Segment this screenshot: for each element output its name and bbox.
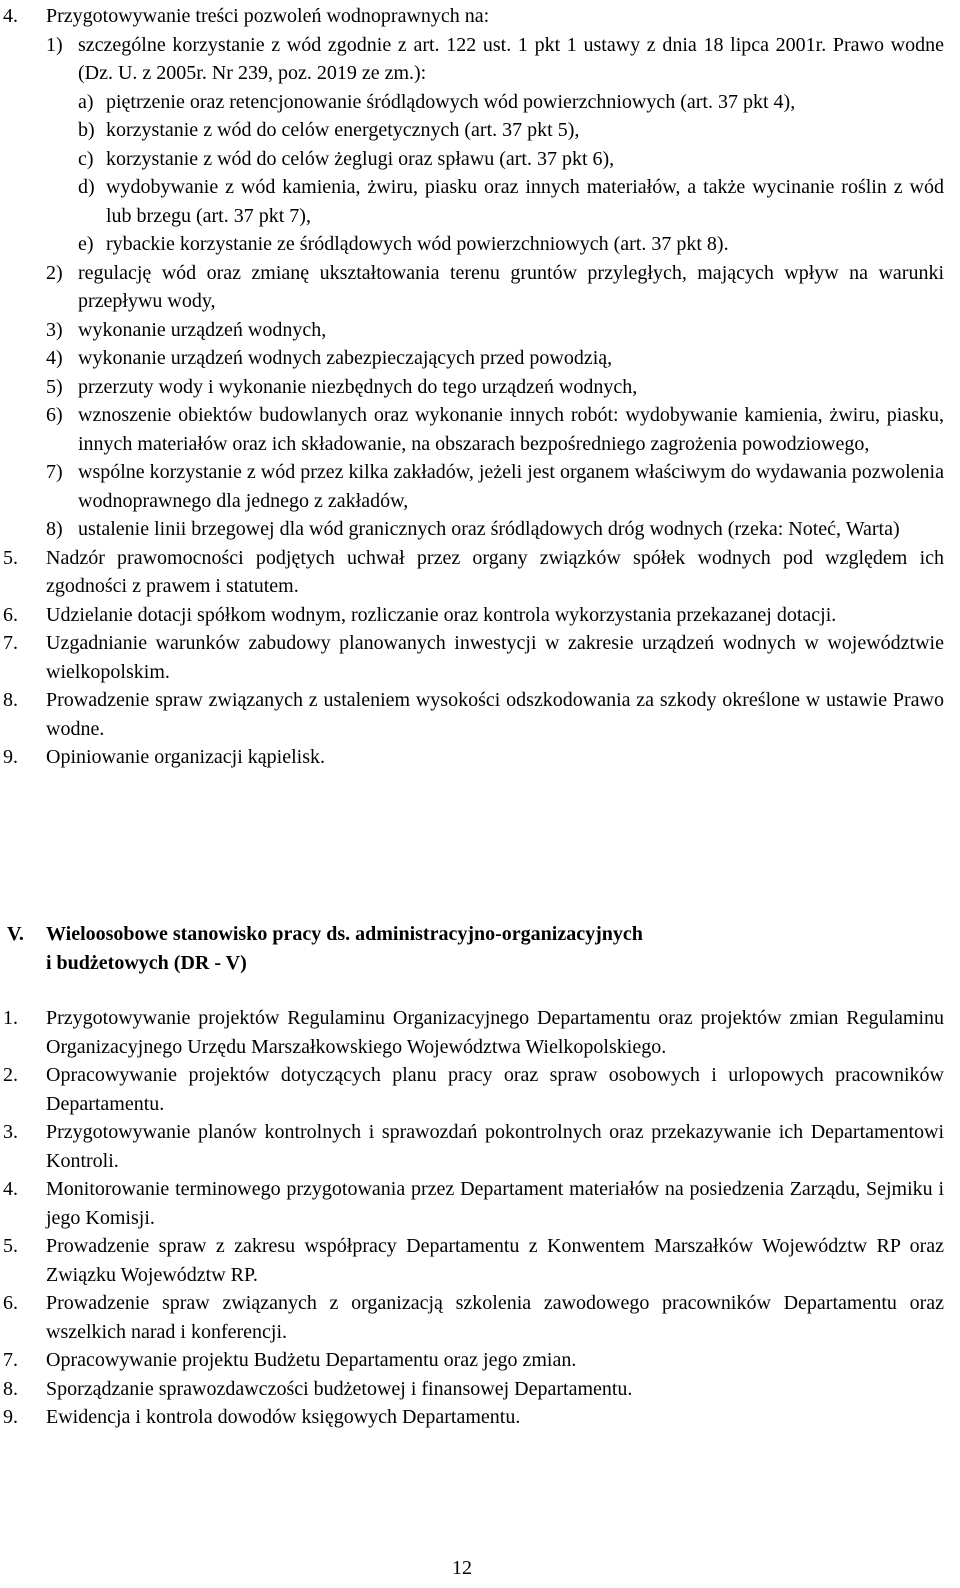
sub-item <box>46 373 944 402</box>
list-item-text: Opiniowanie organizacji kąpielisk. <box>46 746 325 768</box>
list-item-text: Sporządzanie sprawozdawczości budżetowej i finansowej Departamentu. <box>46 1377 633 1400</box>
list-item-number: 9. <box>3 1406 18 1428</box>
letter-item <box>78 145 944 174</box>
list-item-number: 7. <box>3 1349 18 1371</box>
page-number: 12 <box>452 1557 472 1579</box>
list-item-number: 5. <box>3 546 18 569</box>
sub-item-number: 4) <box>46 347 63 369</box>
section-heading <box>0 920 944 977</box>
list-item-text: Monitorowanie terminowego przygotowania przez Departament materiałów na posiedzenia Zarządu, Sejmiku i jego Komisji. <box>46 1178 944 1229</box>
list-item <box>0 1375 944 1404</box>
sub-item-number: 3) <box>46 318 63 341</box>
list-item-text: Prowadzenie spraw z zakresu współpracy Departamentu z Konwentem Marszałków Województw RP oraz Związku Województw RP. <box>46 1235 944 1286</box>
letter-item <box>78 173 944 230</box>
letter-item-text: piętrzenie oraz retencjonowanie śródlądowych wód powierzchniowych (art. 37 pkt 4), <box>106 90 796 113</box>
list-item-text: Ewidencja i kontrola dowodów księgowych Departamentu. <box>46 1406 521 1428</box>
list-item <box>0 2 944 544</box>
list-item-number: 8. <box>3 1377 18 1400</box>
letter-item-marker: a) <box>78 90 94 113</box>
letter-item-marker: b) <box>78 119 95 141</box>
list-item-text: Opracowywanie projektu Budżetu Departamentu oraz jego zmian. <box>46 1349 577 1371</box>
list-item-number: 9. <box>3 746 18 768</box>
section-title-line-1: Wieloosobowe stanowisko pracy ds. administracyjno-organizacyjnych <box>46 923 643 945</box>
letter-item-text: wydobywanie z wód kamienia, żwiru, piasku oraz innych materiałów, a także wycinanie roślin z wód lub brzegu (art. 37 pkt 7), <box>106 176 944 227</box>
sub-item-text: regulację wód oraz zmianę ukształtowania terenu gruntów przyległych, mających wpływ na warunki przepływu wody, <box>78 261 944 312</box>
list-item-text: Prowadzenie spraw związanych z organizacją szkolenia zawodowego pracowników Departamentu oraz wszelkich narad i konferencji. <box>46 1292 944 1343</box>
list-item <box>0 1118 944 1175</box>
list-item <box>0 1061 944 1118</box>
letter-item-text: korzystanie z wód do celów żeglugi oraz spławu (art. 37 pkt 6), <box>106 147 615 170</box>
sub-item <box>46 401 944 458</box>
list-item-text: Prowadzenie spraw związanych z ustaleniem wysokości odszkodowania za szkody określone w ustawie Prawo wodne. <box>46 689 944 740</box>
list-item-text: Przygotowywanie treści pozwoleń wodnoprawnych na: <box>46 5 490 27</box>
list-item <box>0 1232 944 1289</box>
duties-list-continued <box>0 2 944 772</box>
list-item-text: Przygotowywanie projektów Regulaminu Organizacyjnego Departamentu oraz projektów zmian Regulaminu Organizacyjnego Urzędu Marszałkowskiego Województwa Wielkopolskiego. <box>46 1007 944 1058</box>
sub-item-number: 8) <box>46 518 63 540</box>
list-item-text: Opracowywanie projektów dotyczących planu pracy oraz spraw osobowych i urlopowych pracowników Departamentu. <box>46 1064 944 1115</box>
list-item <box>0 601 944 630</box>
list-item <box>0 1403 944 1432</box>
sub-item-number: 6) <box>46 404 63 426</box>
letter-item-text: rybackie korzystanie ze śródlądowych wód powierzchniowych (art. 37 pkt 8). <box>106 233 729 255</box>
sub-item-text: wspólne korzystanie z wód przez kilka zakładów, jeżeli jest organem właściwym do wydawania pozwolenia wodnoprawnego dla jednego z zakładów, <box>78 461 944 512</box>
list-item <box>0 1289 944 1346</box>
sub-item <box>46 458 944 515</box>
sub-item-number: 7) <box>46 461 63 483</box>
sub-item-text: wznoszenie obiektów budowlanych oraz wykonanie innych robót: wydobywanie kamienia, żwiru, piasku, innych materiałów oraz ich składowanie, na obszarach bezpośredniego zagrożenia powodziowego, <box>78 404 944 455</box>
list-item-text: Przygotowywanie planów kontrolnych i sprawozdań pokontrolnych oraz przekazywanie ich Departamentowi Kontroli. <box>46 1121 944 1172</box>
sub-item-number: 1) <box>46 33 63 56</box>
list-item <box>0 1175 944 1232</box>
list-item-number: 7. <box>3 632 18 654</box>
list-item-number: 5. <box>3 1235 18 1257</box>
list-item <box>0 544 944 601</box>
list-item-text: Uzgadnianie warunków zabudowy planowanych inwestycji w zakresie urządzeń wodnych w województwie wielkopolskim. <box>46 632 944 683</box>
list-item <box>0 1346 944 1375</box>
list-item-number: 8. <box>3 689 18 711</box>
sub-item-number: 5) <box>46 375 63 398</box>
list-item <box>0 1004 944 1061</box>
sub-item-text: ustalenie linii brzegowej dla wód granicznych oraz śródlądowych dróg wodnych (rzeka: Noteć, Warta) <box>78 518 900 540</box>
list-item-number: 6. <box>3 603 18 626</box>
list-item-number: 4. <box>3 5 18 27</box>
letter-item-marker: e) <box>78 233 94 255</box>
list-item-text: Udzielanie dotacji spółkom wodnym, rozliczanie oraz kontrola wykorzystania przekazanej dotacji. <box>46 603 837 626</box>
list-item-text: Nadzór prawomocności podjętych uchwał przez organy związków spółek wodnych pod względem ich zgodności z prawem i statutem. <box>46 546 944 597</box>
sub-item <box>46 344 944 373</box>
list-item <box>0 629 944 686</box>
list-item-number: 4. <box>3 1178 18 1200</box>
list-item <box>0 743 944 772</box>
sub-item-text: szczególne korzystanie z wód zgodnie z art. 122 ust. 1 pkt 1 ustawy z dnia 18 lipca 2001r. Prawo wodne (Dz. U. z 2005r. Nr 239, poz. 2019 ze zm.): <box>78 33 944 84</box>
letter-item <box>78 88 944 117</box>
letter-item-marker: c) <box>78 147 94 170</box>
sub-item <box>46 31 944 88</box>
letter-item-marker: d) <box>78 176 95 198</box>
section-duties-list <box>0 1004 944 1432</box>
sub-item-text: wykonanie urządzeń wodnych, <box>78 318 327 341</box>
sub-item <box>46 515 944 544</box>
letter-item <box>78 116 944 145</box>
list-item-number: 6. <box>3 1292 18 1314</box>
list-item-number: 2. <box>3 1064 18 1086</box>
letter-item <box>78 230 944 259</box>
list-item-number: 3. <box>3 1121 18 1143</box>
list-item-number: 1. <box>3 1007 18 1029</box>
sub-item-number: 2) <box>46 261 63 284</box>
sub-item <box>46 259 944 316</box>
section-number: V. <box>7 923 24 945</box>
sub-item-text: wykonanie urządzeń wodnych zabezpieczających przed powodzią, <box>78 347 613 369</box>
list-item <box>0 686 944 743</box>
sub-item <box>46 316 944 345</box>
section-title-line-2: i budżetowych (DR - V) <box>46 951 247 974</box>
letter-item-text: korzystanie z wód do celów energetycznych (art. 37 pkt 5), <box>106 119 580 141</box>
sub-item-text: przerzuty wody i wykonanie niezbędnych do tego urządzeń wodnych, <box>78 375 638 398</box>
